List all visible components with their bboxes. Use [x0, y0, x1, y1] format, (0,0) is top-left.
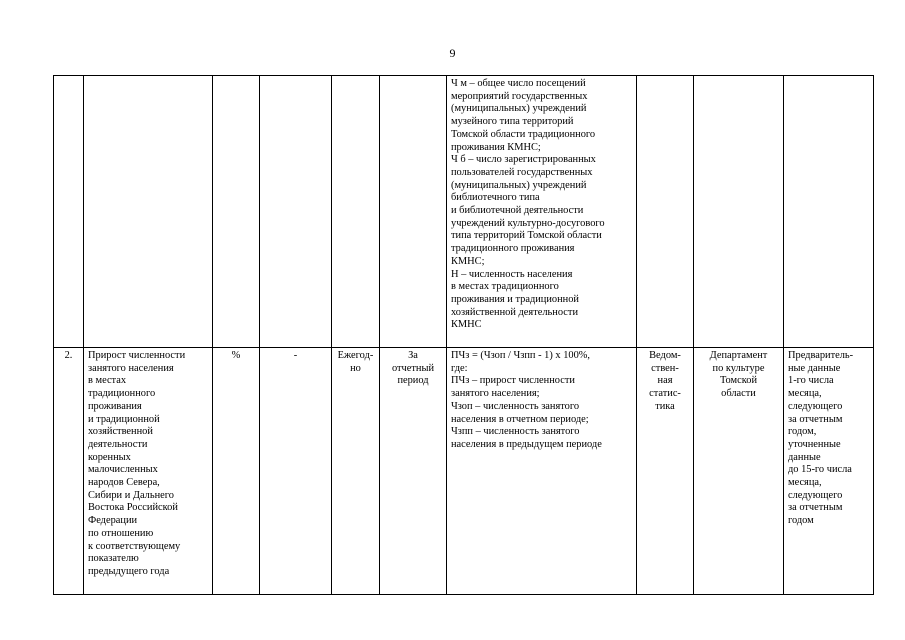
cell-responsible [694, 76, 784, 348]
cell-unit: % [213, 348, 260, 595]
cell-period: За отчетный период [380, 348, 447, 595]
cell-unit [213, 76, 260, 348]
table-row [54, 76, 874, 348]
indicators-table [53, 75, 874, 595]
table-row [54, 348, 874, 595]
cell-periodicity: Ежегод- но [332, 348, 380, 595]
cell-base-value [260, 76, 332, 348]
cell-number [54, 76, 84, 348]
page-number: 9 [449, 46, 456, 60]
cell-number: 2. [54, 348, 84, 595]
cell-formula: Ч м – общее число посещений мероприятий государственных (муниципальных) учреждений музейного типа территорий Томской области традиционного проживания КМНС; Ч б – число зарегистрированных пользователей государственных (муниципальных) учреждений библиотечного типа и библиотечной деятельности учреждений культурно-досугового типа территорий Томской области традиционного проживания КМНС; Н – численность населения в местах традиционного проживания и традиционной хозяйственной деятельности КМНС [447, 76, 637, 348]
cell-base-value: - [260, 348, 332, 595]
cell-indicator-name [84, 76, 213, 348]
cell-formula: ПЧз = (Чзоп / Чзпп - 1) х 100%, где: ПЧз – прирост численности занятого населения; Чзоп – численность занятого населения в отчетном периоде; Чзпп – численность занятого населения в предыдущем периоде [447, 348, 637, 595]
cell-responsible: Департамент по культуре Томской области [694, 348, 784, 595]
cell-periodicity [332, 76, 380, 348]
cell-deadline: Предваритель- ные данные 1-го числа месяца, следующего за отчетным годом, уточненные данные до 15-го числа месяца, следующего за отчетным годом [784, 348, 874, 595]
cell-data-source [637, 76, 694, 348]
cell-deadline [784, 76, 874, 348]
cell-period [380, 76, 447, 348]
cell-indicator-name: Прирост численности занятого населения в местах традиционного проживания и традиционной хозяйственной деятельности коренных малочисленных народов Севера, Сибири и Дальнего Востока Российской Федерации по отношению к соответствующему показателю предыдущего года [84, 348, 213, 595]
cell-data-source: Ведом- ствен- ная статис- тика [637, 348, 694, 595]
